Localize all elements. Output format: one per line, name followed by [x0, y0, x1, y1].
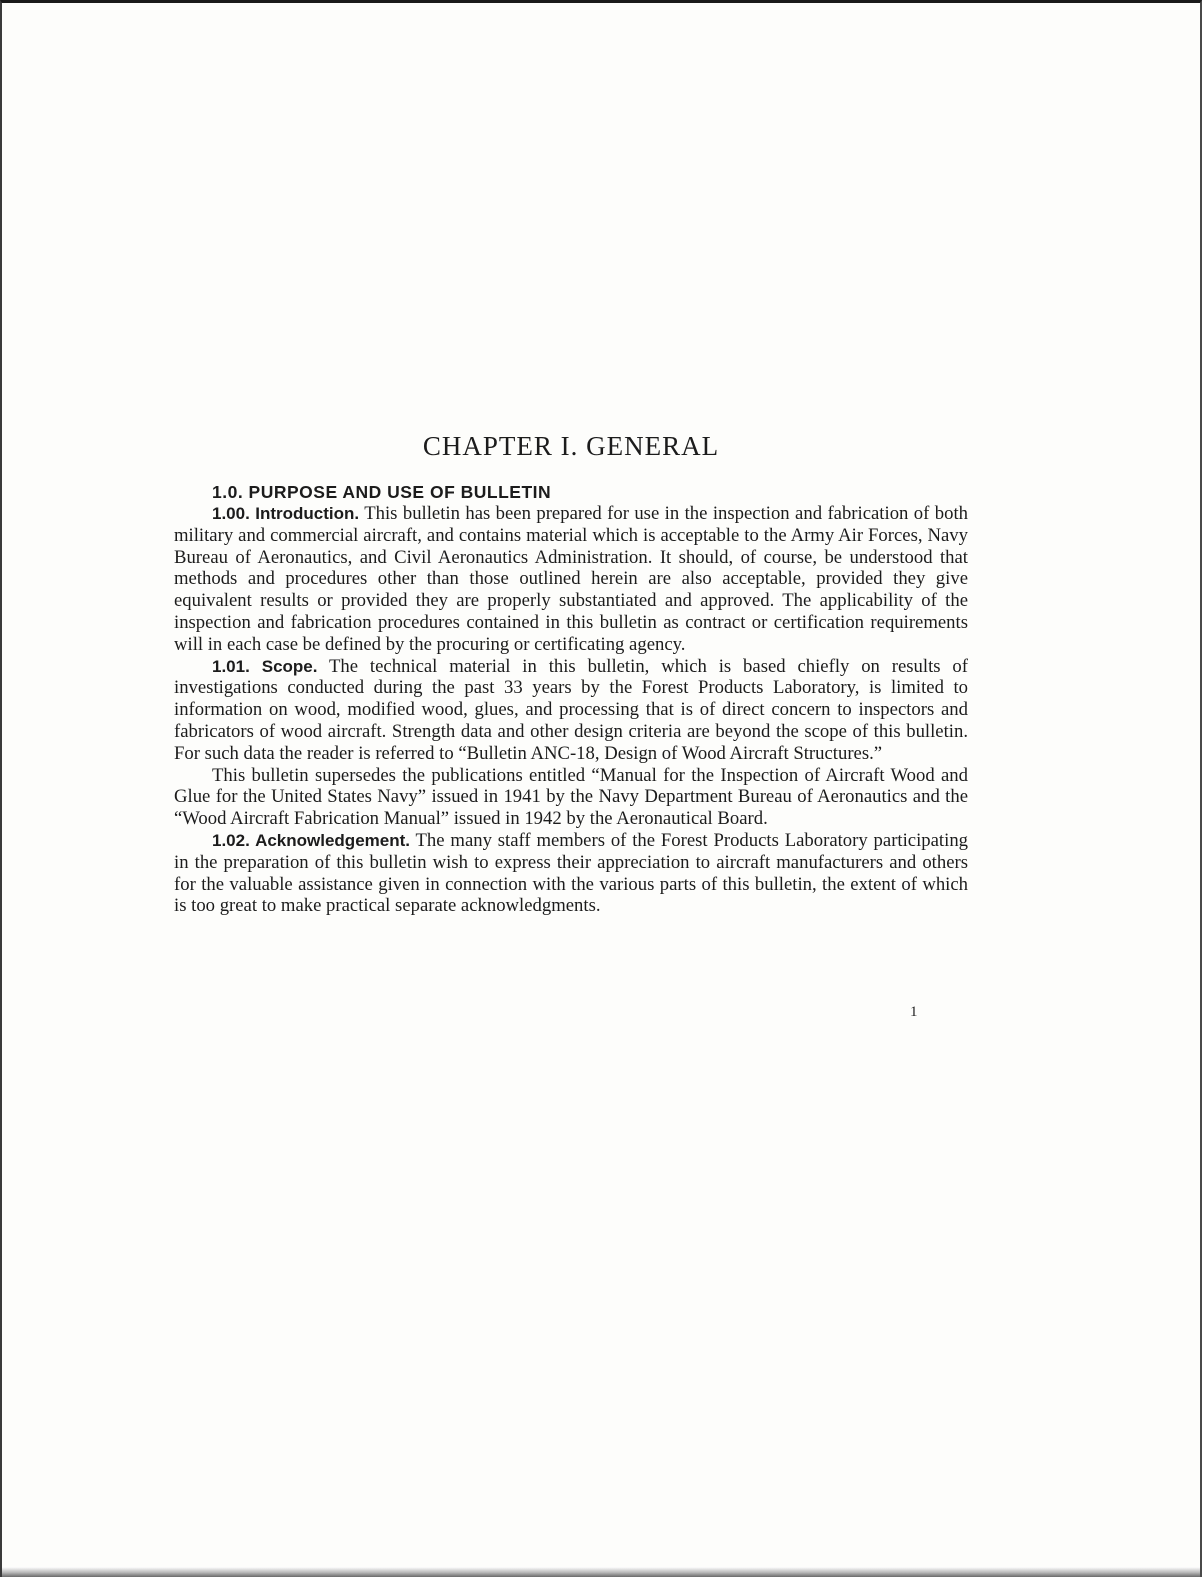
paragraph-heading: 1.01. Scope. — [212, 656, 318, 676]
section-title: 1.0. PURPOSE AND USE OF BULLETIN — [212, 482, 552, 502]
paragraph-text: The many staff members of the Forest Products Laboratory participating in the preparation of this bulletin wish to express their appreciation to aircraft manufacturers and others for the valuable assistance given in connection with the various parts of this bulletin, the extent of which is too great to make practical separate acknowledgments. — [174, 829, 969, 917]
paragraph-supersedes — [174, 765, 968, 830]
paragraph-text: This bulletin has been prepared for use in the inspection and fabrication of both military and commercial aircraft, and contains material which is acceptable to the Army Air Forces, Navy Bureau of Aeronautics, and Civil Aeronautics Administration. It should, of course, be understood that methods and procedures other than those outlined herein are also acceptable, provided they give equivalent results or provided they are properly substantiated and approved. The applicability of the inspection and fabrication procedures contained in this bulletin as contract or certification requirements will in each case be defined by the procuring or certificating agency. — [174, 503, 968, 655]
paragraph-heading: 1.00. Introduction. — [212, 504, 360, 523]
paragraph-text: The technical material in this bulletin, which is based chiefly on results of investigations conducted during the past 33 years by the Forest Products Laboratory, is limited to information on wood, modified wood, glues, and processing that is of direct concern to inspectors and fabricators of wood aircraft. Strength data and other design criteria are beyond the scope of this bulletin. For such data the reader is referred to “Bulletin ANC-18, Design of Wood Aircraft Structures.” — [174, 655, 968, 764]
chapter-title: CHAPTER I. GENERAL — [422, 431, 720, 461]
paragraph-acknowledgement — [174, 830, 968, 917]
paragraph-heading: 1.02. Acknowledgement. — [212, 830, 410, 850]
page-content — [174, 431, 968, 917]
paragraph-scope — [174, 656, 968, 765]
paragraph-introduction — [174, 503, 968, 656]
paragraph-text: This bulletin supersedes the publications entitled “Manual for the Inspection of Aircraft Wood and Glue for the United States Navy” issued in 1941 by the Navy Department Bureau of Aeronautics and the “Wood Aircraft Fabrication Manual” issued in 1942 by the Aeronautical Board. — [174, 764, 968, 830]
page-bottom-edge — [2, 1567, 1202, 1577]
page-number: 1 — [910, 1004, 918, 1020]
